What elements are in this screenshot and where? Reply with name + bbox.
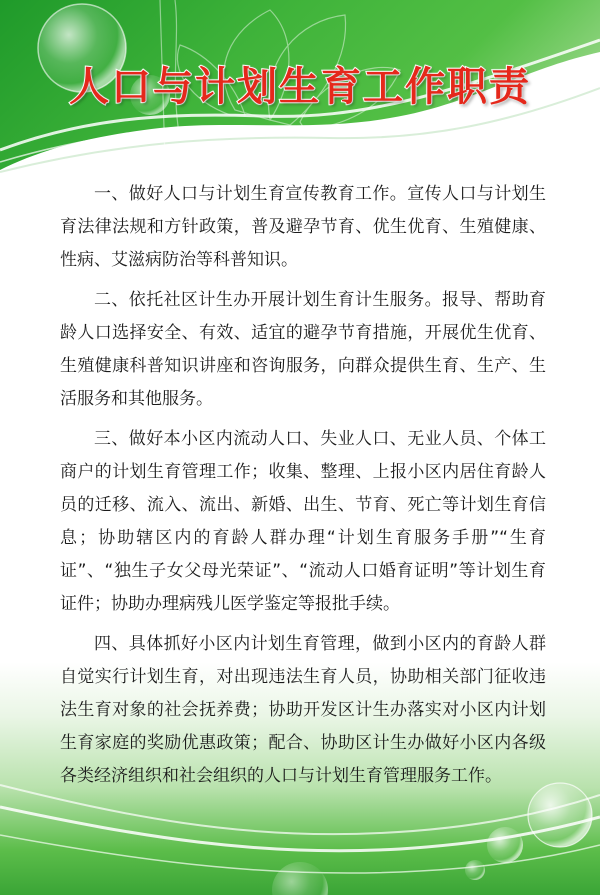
duty-paragraph-2: 二、依托社区计生办开展计划生育计生服务。报导、帮助育龄人口选择安全、有效、适宜的避孕节育措施，开展优生优育、生殖健康科普知识讲座和咨询服务，向群众提供生育、生产、生活服务和其他服务。 — [60, 290, 546, 409]
duty-paragraph-3: 三、做好本小区内流动人口、失业人口、无业人员、个体工商户的计划生育管理工作；收集、整理、上报小区内居住育龄人员的迁移、流入、流出、新婚、出生、节育、死亡等计划生育信息；协助辖区内的育龄人群办理“计划生育服务手册”“生育证”、“独生子女父母光荣证”、“流动人口婚育证明”等计划生育证件；协助办理病残儿医学鉴定等报批手续。 — [60, 429, 546, 614]
duty-paragraph-4: 四、具体抓好小区内计划生育管理，做到小区内的育龄人群自觉实行计划生育，对出现违法生育人员，协助相关部门征收违法生育对象的社会抚养费；协助开发区计生办落实对小区内计划生育家庭的奖励优惠政策；配合、协助区计生办做好小区内各级各类经济组织和社会组织的人口与计划生育管理服务工作。 — [60, 634, 546, 786]
duty-paragraph-1: 一、做好人口与计划生育宣传教育工作。宣传人口与计划生育法律法规和方针政策，普及避孕节育、优生优育、生殖健康、性病、艾滋病防治等科普知识。 — [60, 184, 546, 270]
page-title: 人口与计划生育工作职责 — [69, 64, 531, 110]
duties-content — [60, 178, 546, 800]
